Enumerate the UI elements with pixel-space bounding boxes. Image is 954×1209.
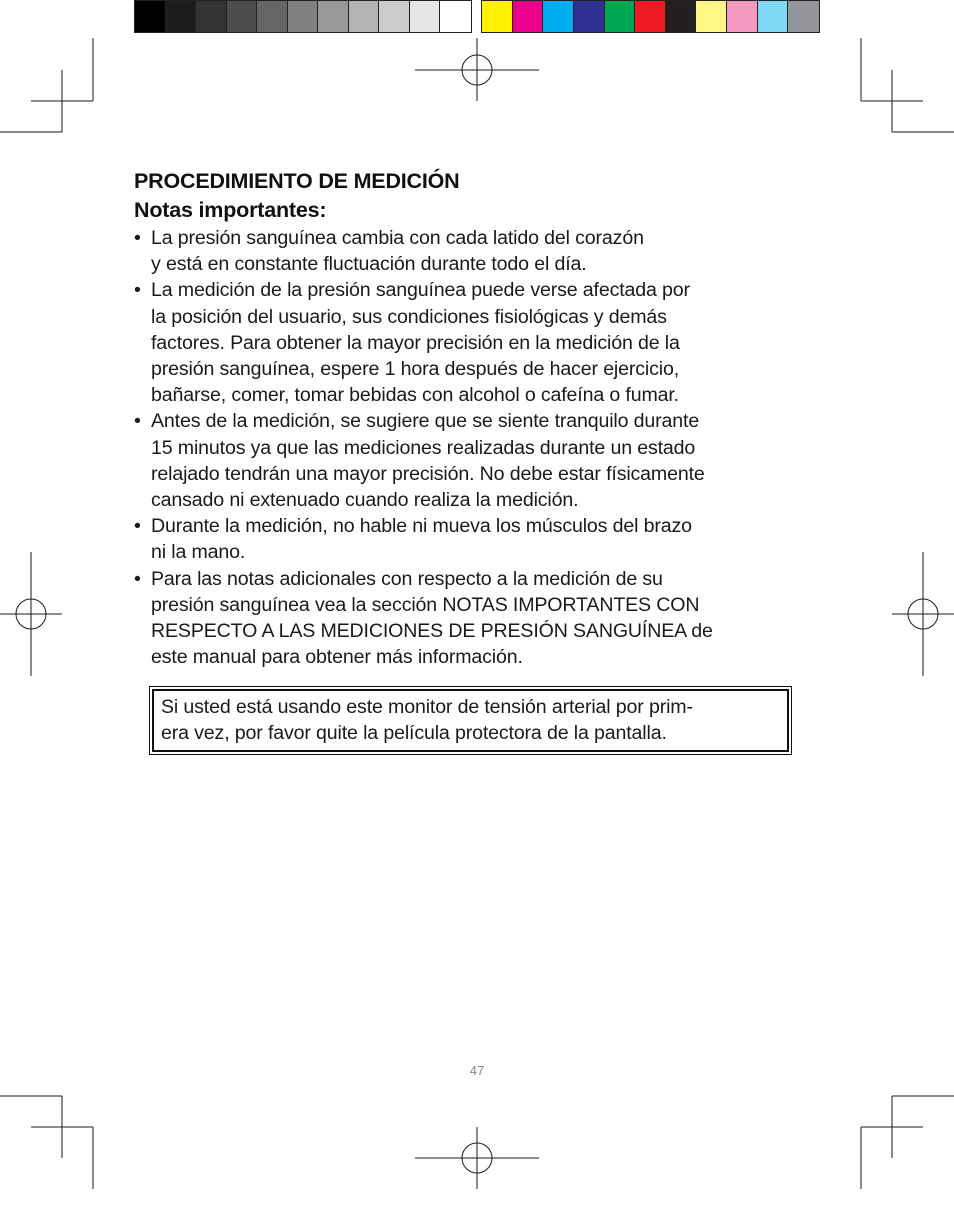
section-subheading: Notas importantes: — [134, 198, 327, 222]
color-swatch — [666, 1, 697, 32]
section-heading: PROCEDIMIENTO DE MEDICIÓN — [134, 169, 460, 193]
notice-line: Si usted está usando este monitor de tensión arterial por prim- — [161, 696, 693, 718]
color-swatch — [696, 1, 727, 32]
bullet-icon: • — [134, 567, 141, 590]
color-swatch — [635, 1, 666, 32]
color-swatch — [513, 1, 544, 32]
gray-swatch — [227, 1, 258, 32]
note-line: Para las notas adicionales con respecto a la medición de su — [151, 567, 663, 590]
notice-line: era vez, por favor quite la película protectora de la pantalla. — [161, 722, 667, 745]
list-item — [134, 566, 794, 671]
gray-swatch — [288, 1, 319, 32]
note-line: factores. Para obtener la mayor precisión en la medición de la — [151, 331, 680, 354]
grayscale-calibration-bar — [134, 0, 472, 33]
note-line: RESPECTO A LAS MEDICIONES DE PRESIÓN SANGUÍNEA de — [151, 620, 713, 643]
notice-text — [152, 689, 789, 752]
note-line: Durante la medición, no hable ni mueva los músculos del brazo — [151, 515, 692, 538]
color-calibration-bar — [481, 0, 820, 33]
gray-swatch — [379, 1, 410, 32]
notice-box — [149, 686, 792, 755]
bullet-icon: • — [134, 410, 141, 433]
color-swatch — [727, 1, 758, 32]
note-line: presión sanguínea vea la sección NOTAS IMPORTANTES CON — [151, 593, 700, 616]
color-swatch — [758, 1, 789, 32]
bullet-icon: • — [134, 515, 141, 538]
gray-swatch — [349, 1, 380, 32]
gray-swatch — [410, 1, 441, 32]
note-line: Antes de la medición, se sugiere que se siente tranquilo durante — [151, 410, 700, 433]
note-line: bañarse, comer, tomar bebidas con alcohol o cafeína o fumar. — [151, 384, 679, 407]
note-line: y está en constante fluctuación durante todo el día. — [151, 253, 587, 276]
note-line: 15 minutos ya que las mediciones realizadas durante un estado — [151, 436, 696, 459]
gray-swatch — [318, 1, 349, 32]
bullet-icon: • — [134, 279, 141, 302]
note-line: la posición del usuario, sus condiciones fisiológicas y demás — [151, 305, 667, 328]
color-swatch — [482, 1, 513, 32]
note-line: La medición de la presión sanguínea puede verse afectada por — [151, 279, 690, 302]
document-body — [134, 168, 794, 670]
list-item — [134, 277, 794, 408]
page-number: 47 — [469, 1063, 485, 1078]
gray-swatch — [257, 1, 288, 32]
gray-swatch — [135, 1, 166, 32]
note-line: relajado tendrán una mayor precisión. No debe estar físicamente — [151, 462, 705, 485]
note-line: ni la mano. — [151, 541, 246, 564]
list-item — [134, 408, 794, 513]
notes-list — [134, 225, 794, 670]
gray-swatch — [166, 1, 197, 32]
color-swatch — [605, 1, 636, 32]
color-swatch — [574, 1, 605, 32]
color-swatch — [788, 1, 819, 32]
bullet-icon: • — [134, 227, 141, 249]
note-line: presión sanguínea, espere 1 hora después de hacer ejercicio, — [151, 358, 680, 381]
note-line: La presión sanguínea cambia con cada latido del corazón — [151, 227, 644, 249]
color-swatch — [543, 1, 574, 32]
gray-swatch — [196, 1, 227, 32]
note-line: cansado ni extenuado cuando realiza la medición. — [151, 489, 579, 512]
gray-swatch — [440, 1, 471, 32]
list-item — [134, 513, 794, 565]
list-item — [134, 225, 794, 277]
note-line: este manual para obtener más información. — [151, 646, 523, 669]
